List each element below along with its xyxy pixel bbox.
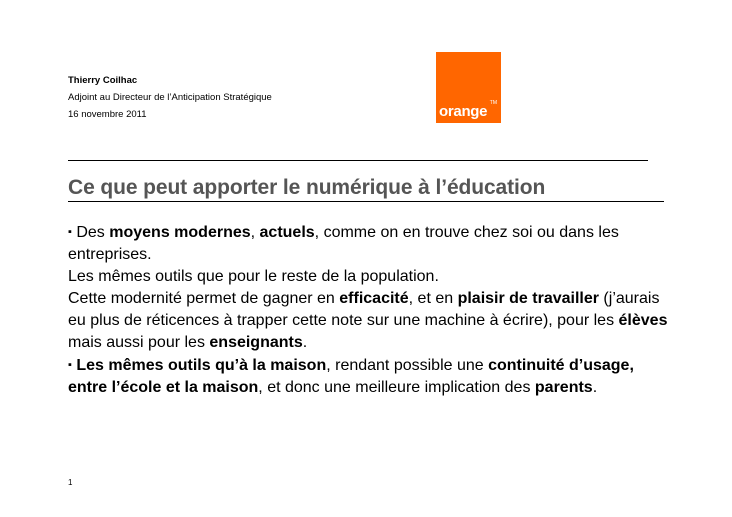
bold-span: enseignants xyxy=(209,334,303,351)
paragraph-1 xyxy=(68,221,668,266)
text-span: , rendant possible une xyxy=(326,357,489,374)
bold-span: continuité d’usage, entre l’école et la maison xyxy=(68,357,634,396)
bold-span: Les mêmes outils qu’à la maison xyxy=(76,357,327,374)
text-span: (j’aurais eu plus de réticences à trapper cette note sur une machine à écrire), pour les xyxy=(68,290,660,329)
body-content xyxy=(68,221,668,399)
page-number: 1 xyxy=(68,478,73,487)
title-underline xyxy=(68,201,664,202)
text-span: , xyxy=(250,224,260,241)
text-span: , et en xyxy=(408,290,458,307)
text-span: Des xyxy=(71,224,110,241)
document-date: 16 novembre 2011 xyxy=(68,109,147,120)
bold-span: plaisir de travailler xyxy=(457,290,599,307)
bold-span: efficacité xyxy=(339,290,409,307)
bullet-icon: ▪ xyxy=(68,226,72,238)
logo-text: orange xyxy=(439,103,488,120)
author-name: Thierry Coilhac xyxy=(68,75,138,86)
header-divider xyxy=(68,160,648,161)
bold-span: élèves xyxy=(618,312,668,329)
bold-span: moyens modernes xyxy=(109,224,251,241)
bold-span: parents xyxy=(534,379,593,396)
paragraph-3 xyxy=(68,288,668,354)
text-span: , et donc une meilleure implication des xyxy=(258,379,535,396)
text-span: . xyxy=(302,334,308,351)
text-span: Cette modernité permet de gagner en xyxy=(68,290,340,307)
page-title: Ce que peut apporter le numérique à l’éducation xyxy=(68,176,546,199)
text-span: , comme on en trouve chez soi ou dans les entreprises. xyxy=(68,224,619,263)
orange-logo xyxy=(436,52,501,123)
paragraph-4 xyxy=(68,354,668,399)
author-role: Adjoint au Directeur de l’Anticipation Stratégique xyxy=(68,92,272,103)
paragraph-2: Les mêmes outils que pour le reste de la population. xyxy=(68,268,439,285)
bullet-icon: ▪ xyxy=(68,359,72,371)
logo-trademark: TM xyxy=(489,100,497,106)
text-span: . xyxy=(592,379,598,396)
text-span: mais aussi pour les xyxy=(68,334,210,351)
header-block xyxy=(68,72,272,123)
bold-span: actuels xyxy=(259,224,315,241)
